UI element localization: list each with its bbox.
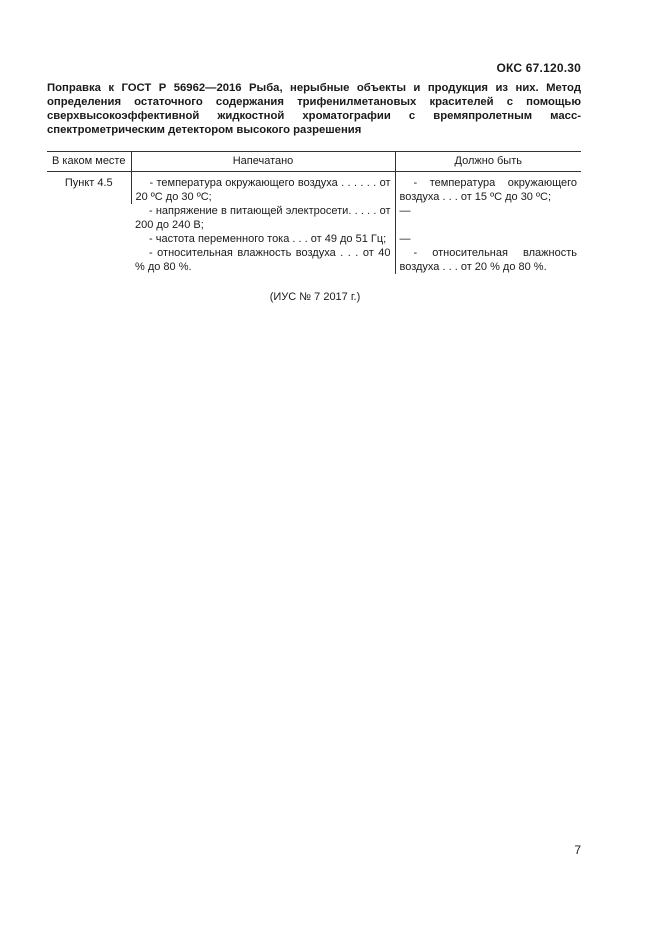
should-be-entry: — <box>399 233 411 245</box>
amendment-table <box>47 151 581 274</box>
header-should-be: Должно быть <box>395 152 581 172</box>
should-be-entry: — <box>399 205 411 217</box>
header-printed: Напечатано <box>131 152 395 172</box>
should-be-entry: - температура окружающего воздуха . . . от 15 ºС до 30 ºС; <box>399 177 577 203</box>
printed-cell <box>131 172 395 205</box>
amendment-title: Поправка к ГОСТ Р 56962—2016 Рыба, нерыбные объекты и продукция из них. Метод определения остаточного содержания трифенилметановых красителей с помощью сверхвысокоэффективной жидкостной хроматографии с времяпролетным масс-спектрометрическим детектором высокого разрешения <box>47 82 581 136</box>
source-reference: (ИУС № 7 2017 г.) <box>269 291 361 303</box>
printed-entry: - частота переменного тока . . . от 49 до 51 Гц; <box>149 233 387 245</box>
table-row <box>47 172 581 205</box>
printed-cell <box>131 204 395 232</box>
oks-code: ОКС 67.120.30 <box>496 61 581 75</box>
printed-cell <box>131 232 395 246</box>
should-be-cell <box>395 246 581 274</box>
should-be-entry: - относительная влажность воздуха . . . от 20 % до 80 %. <box>399 247 577 273</box>
printed-entry: - температура окружающего воздуха . . . . . . от 20 ºС до 30 ºС; <box>135 177 391 203</box>
printed-cell <box>131 246 395 274</box>
table-header-row <box>47 152 581 172</box>
should-be-cell <box>395 172 581 205</box>
page-number: 7 <box>574 843 581 857</box>
should-be-cell <box>395 204 581 232</box>
should-be-cell <box>395 232 581 246</box>
printed-entry: - напряжение в питающей электросети. . . . . от 200 до 240 В; <box>135 205 391 231</box>
printed-entry: - относительная влажность воздуха . . . от 40 % до 80 %. <box>135 247 391 273</box>
place-cell: Пункт 4.5 <box>64 177 113 189</box>
header-place: В каком месте <box>47 152 131 172</box>
